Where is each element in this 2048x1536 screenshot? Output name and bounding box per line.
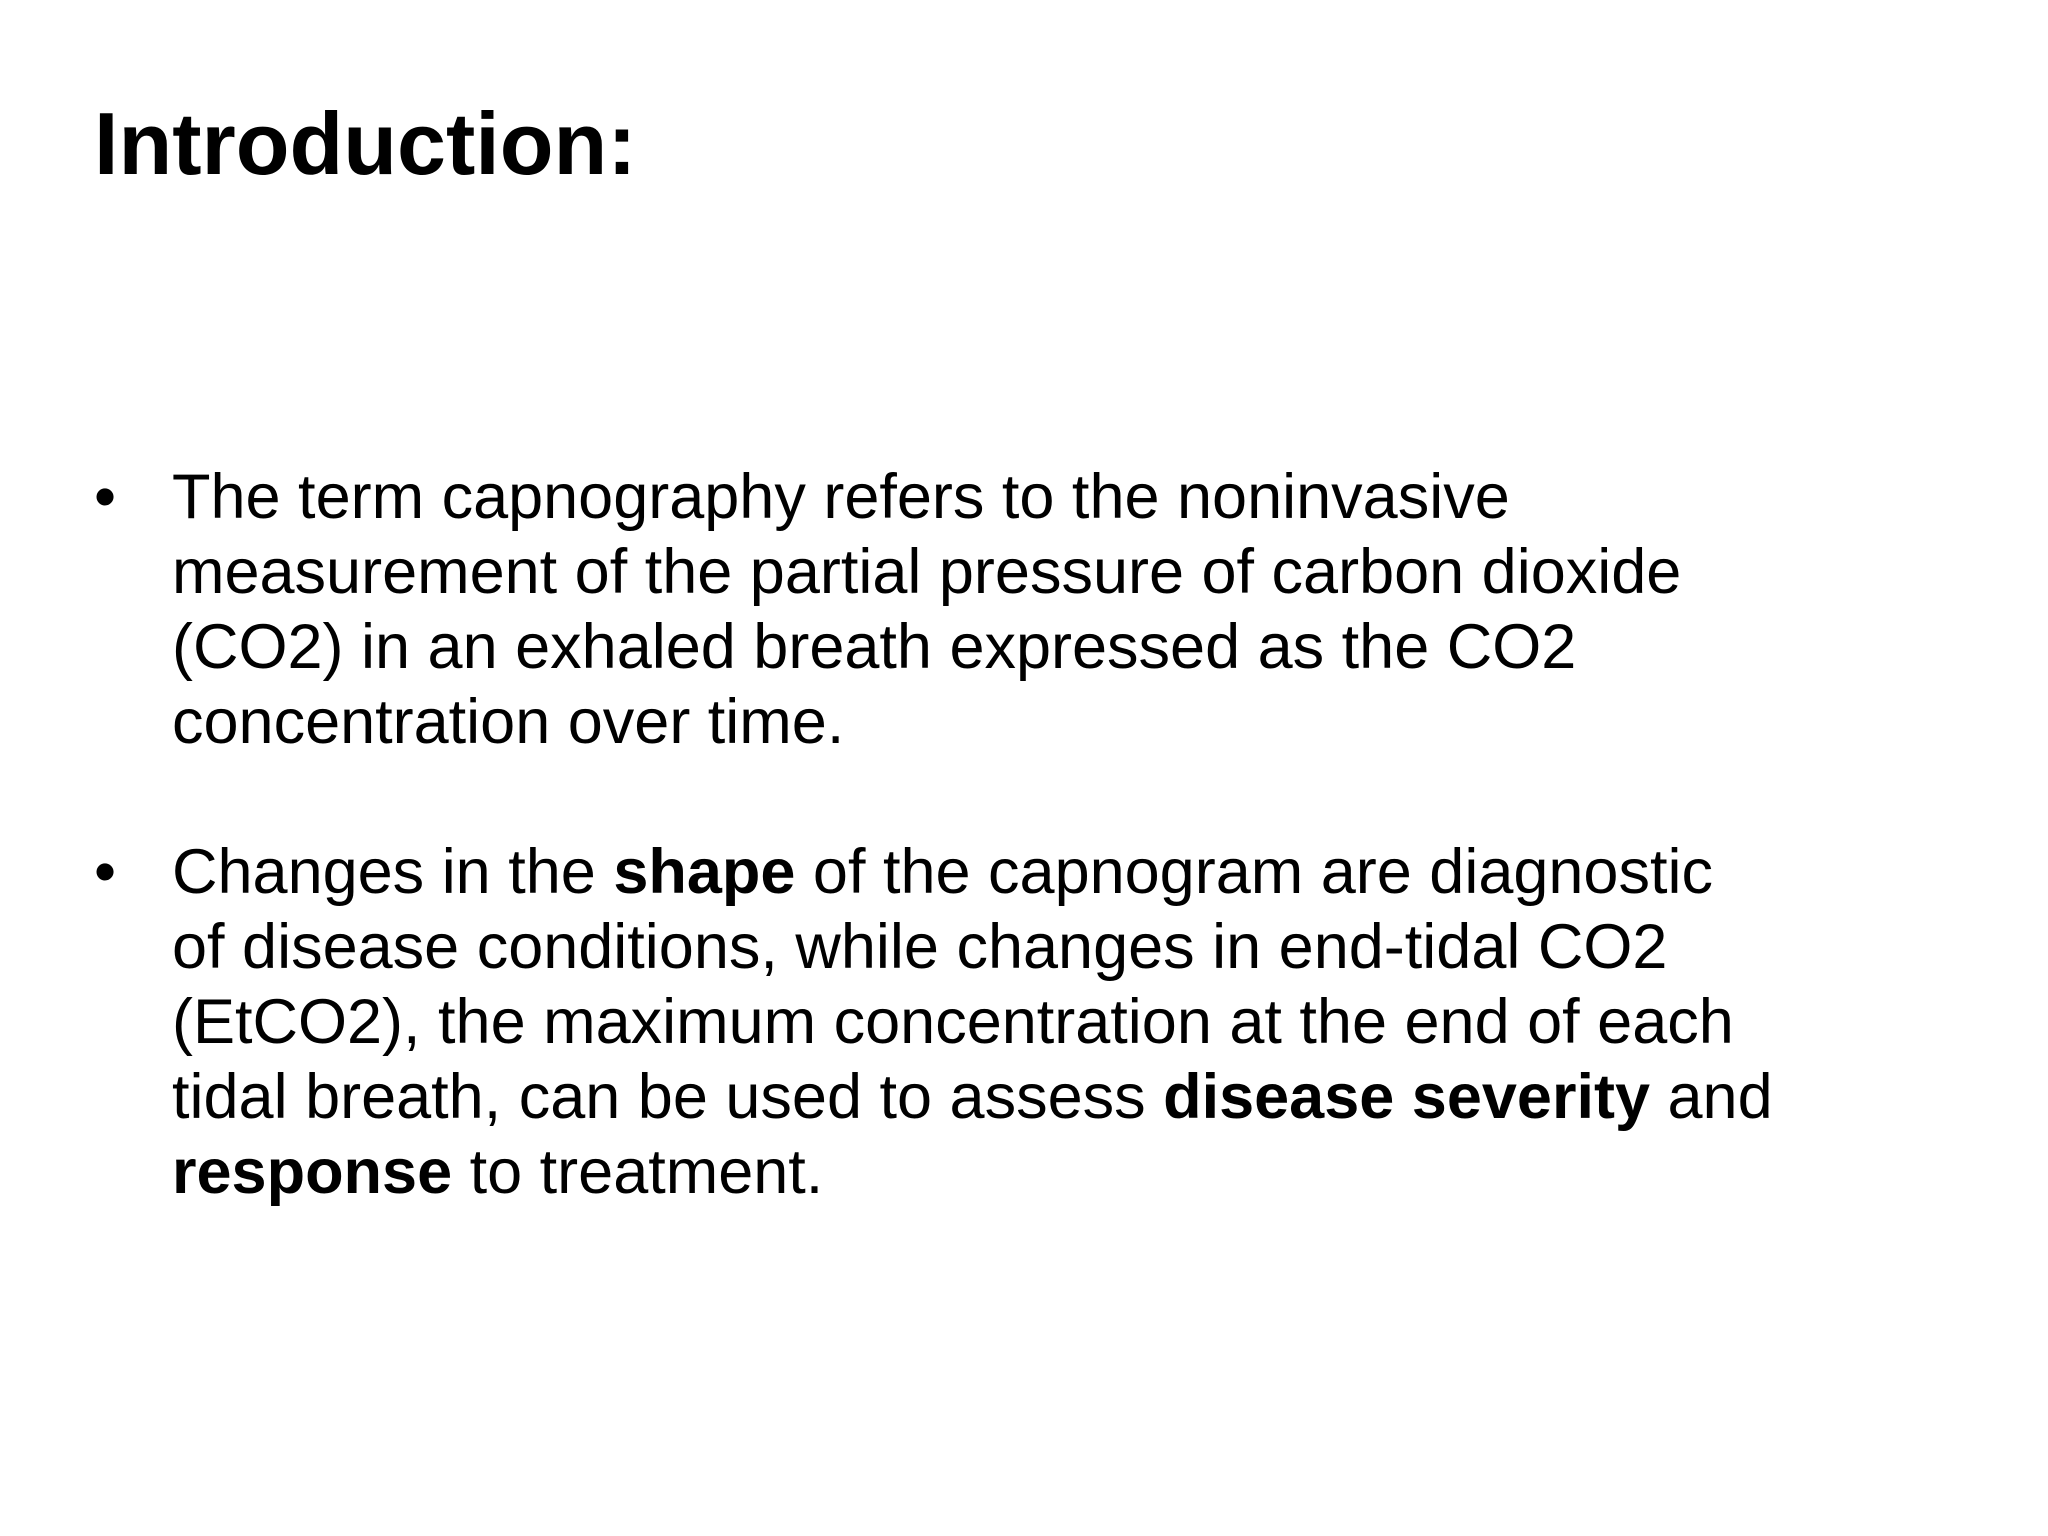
text-run: (EtCO2), the maximum concentration at the end of each [172,987,1734,1057]
slide-title: Introduction: [94,94,637,193]
bullet-dot-icon: • [94,837,117,907]
text-run: The term capnography refers to the noninvasive [172,462,1510,532]
bullet-text-line [172,910,1974,985]
text-run: of disease conditions, while changes in end-tidal CO2 [172,912,1668,982]
bullet-item [94,835,1974,1210]
bullet-text-line [172,610,1974,685]
text-run: of the capnogram are diagnostic [795,837,1713,907]
bullet-text-line [172,685,1974,760]
bullet-text-line [172,1060,1974,1135]
text-run: (CO2) in an exhaled breath expressed as the CO2 [172,612,1577,682]
text-run: tidal breath, can be used to assess [172,1062,1164,1132]
emphasis-shape: shape [613,837,796,907]
bullet-text-line [172,835,1974,910]
text-run: and [1650,1062,1773,1132]
emphasis-response: response [172,1137,453,1207]
bullet-text-line [172,985,1974,1060]
text-run: measurement of the partial pressure of carbon dioxide [172,537,1682,607]
bullet-text-line [172,1135,1974,1210]
text-run: Changes in the [172,837,614,907]
text-run: concentration over time. [172,687,845,757]
bullet-dot-icon: • [94,462,117,532]
bullet-list [94,460,1974,1210]
emphasis-disease-severity: disease severity [1163,1062,1650,1132]
text-run: to treatment. [452,1137,824,1207]
bullet-text-line [172,535,1974,610]
bullet-text-line [172,460,1974,535]
bullet-item [94,460,1974,760]
